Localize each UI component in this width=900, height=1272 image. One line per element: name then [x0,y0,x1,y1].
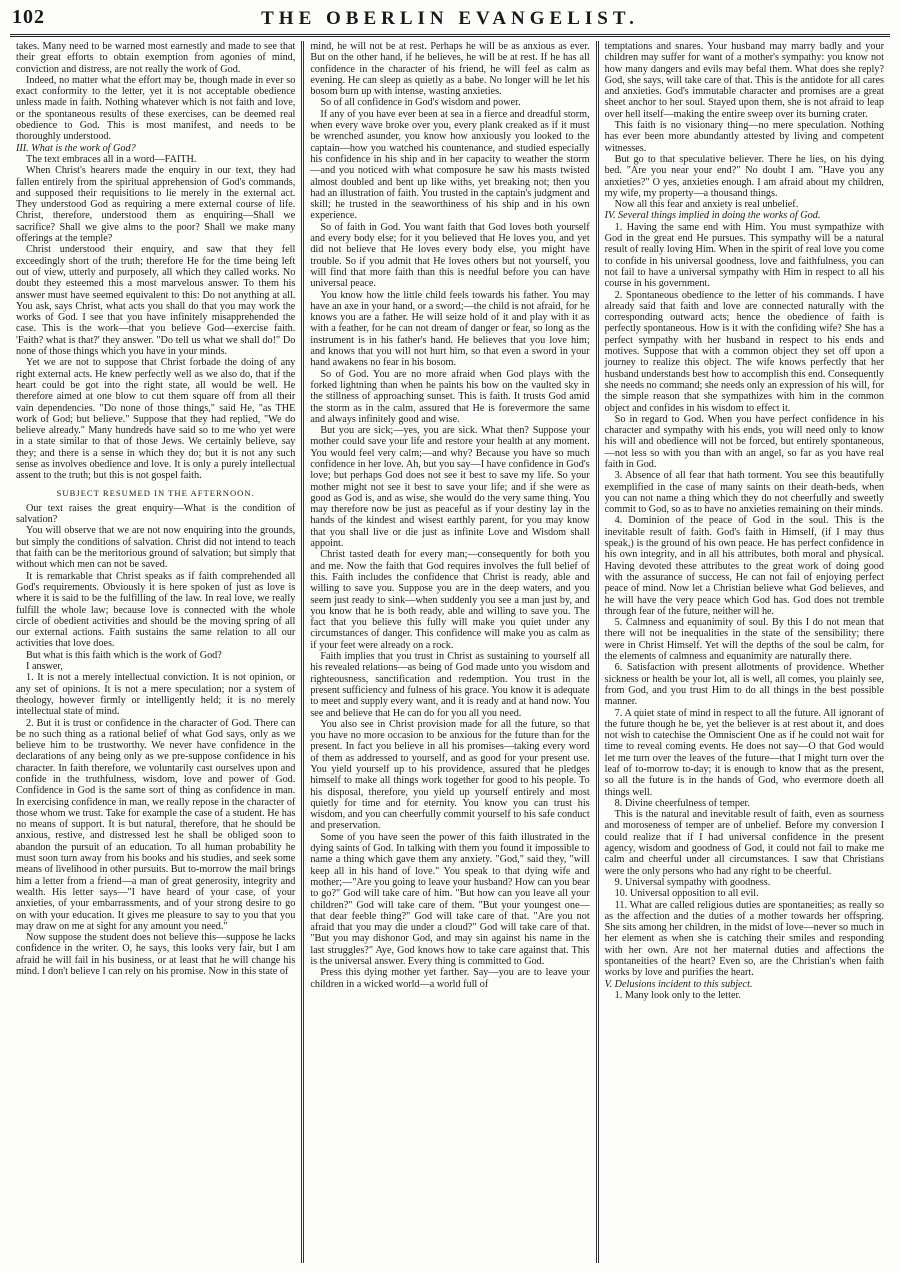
paragraph: 1. It is not a merely intellectual conviction. It is not opinion, or any set of opinions. It is not a mere speculation; nor a system of theology, however firmly or intelligently held; it is no merely intellectual state of mind. [16,672,296,718]
paragraph: mind, he will not be at rest. Perhaps he will be as anxious as ever. But on the other hand, if he believes, he will be at rest. If he has all confidence in the character of his friend, he will feel as calm as evening. He can sleep as quietly as a babe. No longer will he let his bosom burn up with intense, wasting anxieties. [310,41,590,98]
paragraph: I answer, [26,661,63,673]
paragraph: 9. Universal sympathy with goodness. [614,876,771,888]
paragraph: Now all this fear and anxiety is real unbelief. [614,199,799,211]
paragraph: V. Delusions incident to this subject. [604,978,753,990]
text-columns [10,41,890,1263]
paragraph: 3. Absence of all fear that hath torment. You see this beautifully exemplified in the case of many saints on their death-beds, when you can not name a thing which they do not cheerfully and sweetly commit to God, so as to have no anxieties remaining on their minds. [604,470,884,516]
paragraph: 8. Divine cheerfulness of temper. [614,797,750,809]
column-2 [301,41,595,1263]
paragraph: If any of you have ever been at sea in a fierce and dreadful storm, when every wave broke over you, every plank creaked as if it must be wrenched asunder, you know how anxiously you looked to the captain—how you watched his countenance, and studied especially his confidence in his ship and in her capacity to weather the storm—and you noticed with what composure he saw his masts twisted almost doubled and bent up like withs, yet breaking not; then you had an illustration of faith. You trusted in the captain's judgment and skill; he trusted in the seaworthiness of his ship and in his own experience. [310,108,590,222]
paragraph: When Christ's hearers made the enquiry in our text, they had fallen entirely from the spiritual apprehension of God's commands, and supposed their requisitions to lie merely in the external act. They understood God as requiring a mere external course of life. Christ, therefore, understood them as enquiring—Shall we sacrifice? Shall we give alms to the poor? Shall we make many offerings at the temple? [16,165,296,245]
paragraph: Yet we are not to suppose that Christ forbade the doing of any right external acts. He knew perfectly well as we also do, that if the heart could be got into the right state, all would be well. He therefore aimed at one blow to cut them square off from all their vain dependencies. "Do none of those things," said He, "as THE work of God; but believe." Suppose that they had replied, "We do believe already." Many hundreds have said so to me who yet were in a state similar to that of those Jews. We certainly believe, say they; and there is a sense in which they do; but it is not any such sense as involves obedience and love. It is only a purely intellectual assent to the truth; but this is not gospel faith. [16,357,296,482]
paragraph: temptations and snares. Your husband may marry badly and your children may suffer for want of a mother's sympathy: you know not how many dangers and evils may befal them. What does she reply? God, she says, will take care of that. This is the antidote for all cares and anxieties. God's immutable character and promises are a great sheet anchor to her soul. Stayed upon them, she is not afraid to leap over hell itself—making the entire sweep over its burning crater. [604,41,884,120]
paragraph: Christ tasted death for every man;—consequently for both you and me. Now the faith that God requires involves the full belief of this. Faith includes the confidence that Christ is ready, able and willing to save you. Suppose you are in the deep waters, and you seem just ready to sink—when suddenly you see a man just by, and you know that he is both ready, able and willing to save you. The fact that you believe this fully will make you quiet under any circumstances of danger. This confidence will make you as calm as if your feet were already on a rock. [310,549,590,651]
paragraph: 11. What are called religious duties are spontaneities; as really so as the affection and the duties of a mother towards her offspring. She sits among her children, in the midst of love—never so much in her element as when she is catching their smiles and responding with her own. Are not her maternal duties and affections the spontaneities of the heart? Even so, are the Christian's when faith works by love and purifies the heart. [604,899,884,979]
paragraph: So of God. You are no more afraid when God plays with the forked lightning than when he paints his bow on the vaulted sky in the stillness of approaching sunset. This is faith. It trusts God amid the storm as in the calm, assured that He is forevermore the same and always infinitely good and wise. [310,368,590,425]
header-rule [10,34,890,37]
paragraph: It is remarkable that Christ speaks as if faith comprehended all God's requirements. Obviously it is here spoken of just as love is where it is said to be the fulfilling of the law. In real love, we really fulfill the whole law; because love is connected with the whole circle of obedient activities and should be the moving spring of all our external actions. Faith sustains the same relation to all our activities that love does. [16,570,296,650]
paragraph: 1. Having the same end with Him. You must sympathize with God in the great end He pursues. This sympathy will be a natural result of really loving Him. When in the spirit of real love you come to confide in his universal goodness, love and faithfulness, you can not fail to have a universal sympathy with Him in respect to all his course in his government. [604,221,884,290]
masthead [10,4,890,34]
paragraph: But what is this faith which is the work of God? [26,649,222,661]
paragraph: 6. Satisfaction with present allotments of providence. Whether sickness or health be your lot, all is well, all comes, you plainly see, from God, and you trust Him to do all things in the best possible manner. [604,662,884,708]
paragraph: But go to that speculative believer. There he lies, on his dying bed. "Are you near your end?" No doubt I am. "Have you any anxieties?" O yes, anxieties enough. I am afraid about my children, my wife, my property—a thousand things. [604,153,884,199]
paragraph: Our text raises the great enquiry—What is the condition of salvation? [16,502,296,526]
paragraph: IV. Several things implied in doing the works of God. [604,210,821,222]
paragraph: 2. Spontaneous obedience to the letter of his commands. I have already said that faith and love are connected naturally with the corresponding outward acts; hence the obedience of faith is perfectly spontaneous. How is it with the confiding wife? She has a perfect sympathy with her husband in respect to his ends and motives. Suppose that with a common object they set off upon a journey to realize this object. The wife knows perfectly that her husband understands best how to accomplish this end. Consequently she needs no command; she needs only an expression of his will, for the simple reason that she sympathizes with him in the common object and confides in his wisdom to effect it. [604,289,884,414]
paragraph: 7. A quiet state of mind in respect to all the future. All ignorant of the future though he be, yet the believer is at rest about it, and does not wish to catechise the Omniscient One as if he could not wait for time to reveal coming events. He does not say—O that God would let me turn over the leaves of the future—that I might turn over the leaf of to-morrow to-day; it is enough to know that as the present, so all the future is in the hands of God, who evermore doeth all things well. [604,707,884,798]
journal-title: THE OBERLIN EVANGELIST. [261,8,639,29]
paragraph: Indeed, no matter what the effort may be, though made in ever so exact conformity to the letter, yet it is not acceptable obedience unless made in faith. Nothing whatever which is not faith and love, or the spontaneous results of these exercises, can be deemed real obedience to God. This is most manifest, and needs to be thoroughly understood. [16,74,296,143]
paragraph: So in regard to God. When you have perfect confidence in his character and sympathy with his ends, you will need only to know his will and obedience will not be forced, but entirely spontaneous,—not less so with you than with an angel, so far as you have real faith in God. [604,413,884,470]
paragraph: So of faith in God. You want faith that God loves both yourself and every body else; for it you believed that He loves you, and yet did not believe that He loves every body else, you might have trouble. So if you admit that He loves others but not yourself, you will find that more faith than this is needful before you can have universal peace. [310,221,590,290]
paragraph: This is the natural and inevitable result of faith, even as sourness and moroseness of temper are of unbelief. Before my conversion I could realize that if I had universal confidence in the present agency, wisdom and goodness of God, it could not fail to make me calm and cheerful under all circumstances. I saw that Christians were the only persons who had any right to be cheerful. [604,809,884,877]
paragraph: So of all confidence in God's wisdom and power. [320,97,521,109]
paragraph: Some of you have seen the power of this faith illustrated in the dying saints of God. In talking with them you found it impossible to name a thing which gave them any anxiety. "God," said they, "will keep all in his hand of love." You speak to that dying wife and mother;—"Are you going to leave your husband? How can you bear to go?" God will take care of him. "But how can you leave all your children?" God will take care of them. "But your youngest one—that dear feeble thing?" God will take care of that. "Are you not afraid that you may die under a cloud?" God will take care of that. "But you may dishonor God, and may sin against his name in the last struggles?" Aye, God knows how to take care against that. This is the universal answer. Every thing is committed to God. [310,831,590,968]
paragraph: But you are sick;—yes, you are sick. What then? Suppose your mother could save your life and restore your health at any moment. You would feel very calm;—and why? Because you have so much confidence in her love. Ah, but you say—I have confidence in God's love; but perhaps God does not see it best to save my life. So your mother might not see it best to save your life; and if she were as good as God is, and as wise, she would do the very same thing. You may therefore now be just as peaceful as if your destiny lay in the hands of the kindest and wisest earthly parent, for you may know that you shall live or die just as infinite Love and Wisdom shall appoint. [310,425,590,550]
paragraph: takes. Many need to be warned most earnestly and made to see that their great efforts to obtain exemption from agonies of mind, conviction and distress, are not really the work of God. [16,41,296,75]
paragraph: 2. But it is trust or confidence in the character of God. There can be no such thing as a rational belief of what God says, only as we believe him to be trustworthy. We never have confidence in the declarations of any being only as we pre-suppose confidence in his character. In faith therefore, we voluntarily cast ourselves upon and confide in the truthfulness, wisdom, love and power of God. Confidence in God is the same sort of thing as confidence in man. In exercising confidence in man, we really repose in the character of those whom we trust. Take for example the case of a student. He has no means of support. It is but natural, therefore, that he should be anxious, restive, and distressed lest he shall be obliged soon to abandon the pursuit of an education. To all human probability he must soon turn away from his books and his studies, and seek some means of livelihood in other pursuits. But to-morrow the mail brings him a letter from a friend—a man of great generosity, integrity and wealth. His letter says—"I have heard of your case, of your anxieties, of your embarrassments, and of your strong desire to go on with your education. It gives me pleasure to say to you that you may draw on me at sight for any amount you need." [16,717,296,932]
paragraph: Faith implies that you trust in Christ as sustaining to yourself all his revealed relations—as being of God made unto you wisdom and righteousness, sanctification and redemption. You trust in the present sufficiency and fulness of his grace. You know it is adequate to meet and supply every want, and it is ready and at hand now. You see and believe that He can do for you all you need. [310,651,590,719]
paragraph: 1. Many look only to the letter. [614,989,741,1001]
paragraph: Now suppose the student does not believe this—suppose he lacks confidence in the writer. O, he says, this looks very fair, but I am afraid he will fail in his business, or at least that he will change his mind. I don't believe I can rely on his promise. Now in this state of [16,932,296,978]
page-number: 102 [12,6,45,28]
paragraph: 10. Universal opposition to all evil. [614,888,759,900]
paragraph: You also see in Christ provision made for all the future, so that you have no more occasion to be anxious for the future than for the present. In fact you believe in all his promises—taking every word of them as addressed to yourself, and as good for your present use. You yield yourself up to his providence, assured that he pledges himself to make all things work together for good to his people. To his disposal, therefore, you yield up yourself entirely and most quietly for time and for eternity. You know you can trust his wisdom, and you can cheerfully commit yourself to his safe conduct and preservation. [310,718,590,832]
paragraph: SUBJECT RESUMED IN THE AFTERNOON. [56,487,255,498]
paragraph: You will observe that we are not now enquiring into the grounds, but simply the conditions of salvation. Christ did not intend to teach that faith can be the meritorious ground of salvation; but simply that without which men can not be saved. [16,525,296,571]
paragraph: Christ understood their enquiry, and saw that they fell exceedingly short of the truth; therefore He for the time being left out of view, utterly and purposely, all which they called works. No doubt they esteemed this a most marvelous answer. To them his answer must have seemed equivalent to this: Do not anything at all. You ask, says Christ, what acts you shall do that you may work the works of God. I see that you have infinitely misapprehended the case. This is the work—that you believe God—exercise faith. 'Faith? what is that?' they answer. "Do tell us what we shall do!" Do none of those things which you have in your minds. [16,244,296,358]
paragraph: 5. Calmness and equanimity of soul. By this I do not mean that there will not be inequalities in the state of the sensibility; there were in Christ Himself. Yet will the depths of the soul be calm, for the elements of calmness and equanimity are naturally there. [604,617,884,663]
paragraph: The text embraces all in a word—FAITH. [26,153,197,165]
paragraph: 4. Dominion of the peace of God in the soul. This is the inevitable result of faith. God's faith in Himself, (if I may thus speak,) is the ground of his own peace. He has perfect confidence in his own integrity, and in all his attributes, both moral and physical. Having devoted these attributes to the great work of doing good with the assurance of success, He can not fail of enjoying perfect peace of mind. Now let a Christian believe what God believes, and he will have the very peace which God has. God does not tremble through fear of the future, neither will he. [604,515,884,617]
paragraph: This faith is no visionary thing—no mere speculation. Nothing has ever been more abundantly attested by living and competent witnesses. [604,120,884,154]
paragraph: III. What is the work of God? [16,142,136,154]
column-1 [10,41,301,1263]
column-3 [596,41,890,1263]
paragraph: You know how the little child feels towards his father. You may have an axe in your hand, or a sword;—the child is not afraid, for he knows you are a father. He will seize hold of it and play with it as with a feather, for he can not dream of danger or fear, so long as the instrument is in his father's hand. He believes that you love him; and knows that you will not hurt him, so that even a sword in your hand awakens no fear in his bosom. [310,289,590,369]
paragraph: Press this dying mother yet farther. Say—you are to leave your children in a wicked world—a world full of [310,967,590,990]
